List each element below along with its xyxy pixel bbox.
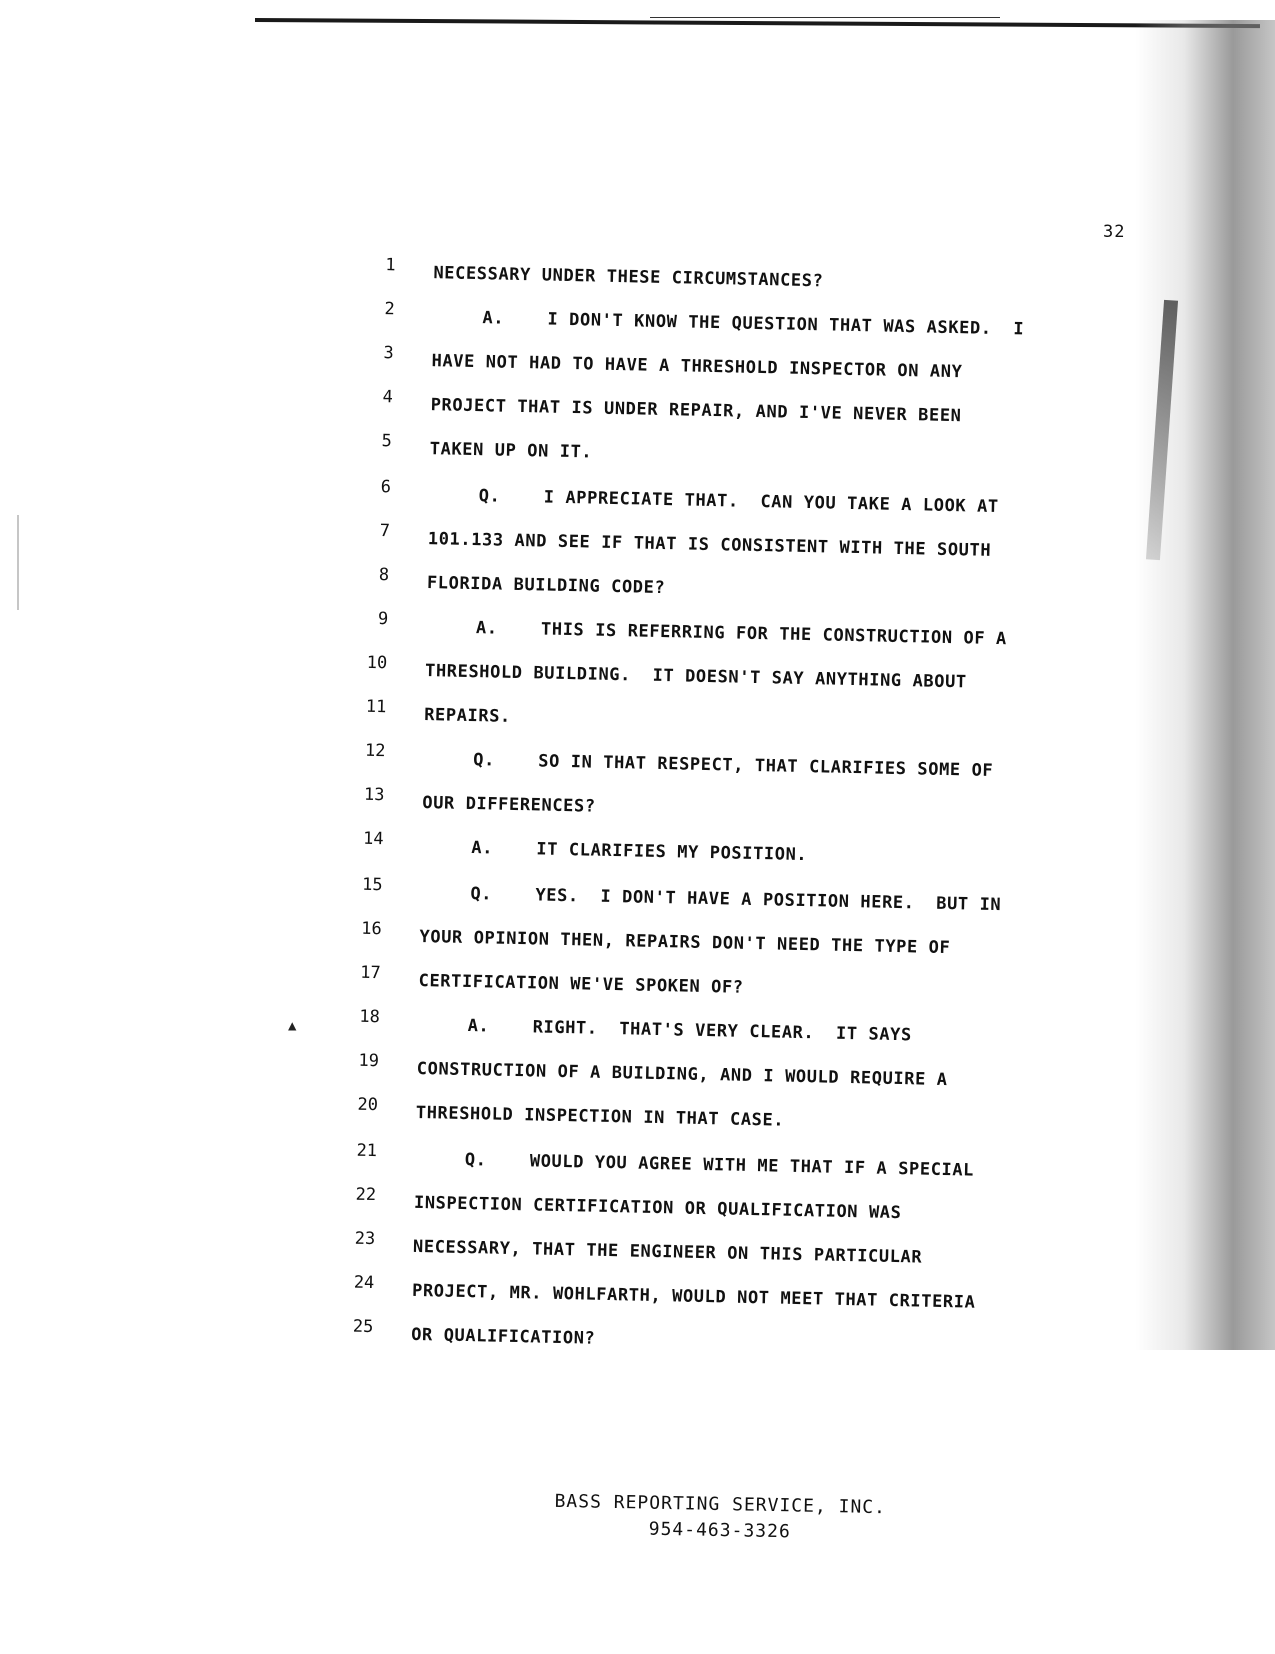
page-number: 32 [1103, 222, 1126, 242]
line-number: 17 [360, 962, 381, 984]
line-text: Q. WOULD YOU AGREE WITH ME THAT IF A SPECIAL [464, 1149, 975, 1181]
line-text: A. THIS IS REFERRING FOR THE CONSTRUCTION OF A [475, 618, 1008, 650]
line-number: 1 [385, 255, 396, 276]
line-number: 20 [357, 1094, 379, 1116]
line-number: 11 [365, 696, 387, 718]
line-text: CERTIFICATION WE'VE SPOKEN OF? [418, 970, 744, 998]
line-text: TAKEN UP ON IT. [429, 439, 593, 463]
line-number: 15 [361, 874, 383, 896]
line-text: A. RIGHT. THAT'S VERY CLEAR. IT SAYS [467, 1016, 913, 1046]
line-text: OUR DIFFERENCES? [422, 793, 596, 817]
reporter-footer [530, 1488, 911, 1547]
line-number: 25 [352, 1316, 374, 1338]
line-text: HAVE NOT HAD TO HAVE A THRESHOLD INSPECTOR ON ANY [431, 351, 963, 383]
line-number: 9 [377, 609, 389, 630]
line-number: 6 [380, 477, 392, 498]
margin-marker-icon: ▲ [288, 1018, 297, 1034]
reporter-phone: 954-463-3326 [648, 1518, 791, 1543]
line-number: 21 [356, 1140, 378, 1162]
line-number: 2 [384, 299, 395, 320]
line-number: 5 [381, 431, 393, 452]
line-number: 3 [383, 343, 394, 364]
line-number: 4 [382, 387, 394, 408]
line-text: PROJECT, MR. WOHLFARTH, WOULD NOT MEET THAT CRITERIA [411, 1280, 976, 1313]
line-text: NECESSARY, THAT THE ENGINEER ON THIS PARTICULAR [412, 1236, 923, 1268]
line-text: OR QUALIFICATION? [410, 1324, 596, 1349]
line-text: CONSTRUCTION OF A BUILDING, AND I WOULD REQUIRE A [416, 1058, 948, 1091]
line-text: 101.133 AND SEE IF THAT IS CONSISTENT WITH THE SOUTH [427, 529, 992, 561]
line-number: 16 [360, 918, 382, 940]
line-text: Q. SO IN THAT RESPECT, THAT CLARIFIES SOME OF [473, 750, 994, 781]
line-number: 18 [359, 1006, 381, 1028]
line-number: 10 [366, 652, 388, 674]
line-number: 19 [358, 1050, 380, 1072]
line-text: FLORIDA BUILDING CODE? [426, 573, 666, 599]
line-text: THRESHOLD BUILDING. IT DOESN'T SAY ANYTHING ABOUT [424, 661, 967, 693]
line-number: 23 [354, 1228, 376, 1250]
line-number: 13 [363, 784, 385, 806]
line-text: Q. YES. I DON'T HAVE A POSITION HERE. BUT IN [470, 884, 1002, 916]
line-number: 14 [362, 828, 384, 850]
line-text: A. I DON'T KNOW THE QUESTION THAT WAS ASKED. I [482, 308, 1025, 340]
line-number: 12 [364, 740, 386, 762]
line-text: REPAIRS. [423, 705, 512, 727]
line-text: INSPECTION CERTIFICATION OR QUALIFICATION WAS [413, 1192, 902, 1224]
line-text: THRESHOLD INSPECTION IN THAT CASE. [415, 1102, 785, 1131]
line-text: NECESSARY UNDER THESE CIRCUMSTANCES? [433, 263, 824, 292]
line-text: PROJECT THAT IS UNDER REPAIR, AND I'VE NEVER BEEN [430, 395, 962, 427]
reporter-company: BASS REPORTING SERVICE, INC. [554, 1490, 887, 1519]
line-number: 22 [355, 1184, 377, 1206]
line-text: YOUR OPINION THEN, REPAIRS DON'T NEED THE TYPE OF [419, 926, 951, 959]
line-number: 24 [353, 1272, 375, 1294]
line-number: 8 [378, 565, 390, 586]
line-text: Q. I APPRECIATE THAT. CAN YOU TAKE A LOOK AT [478, 486, 999, 518]
line-number: 7 [379, 521, 391, 542]
line-text: A. IT CLARIFIES MY POSITION. [471, 838, 808, 866]
